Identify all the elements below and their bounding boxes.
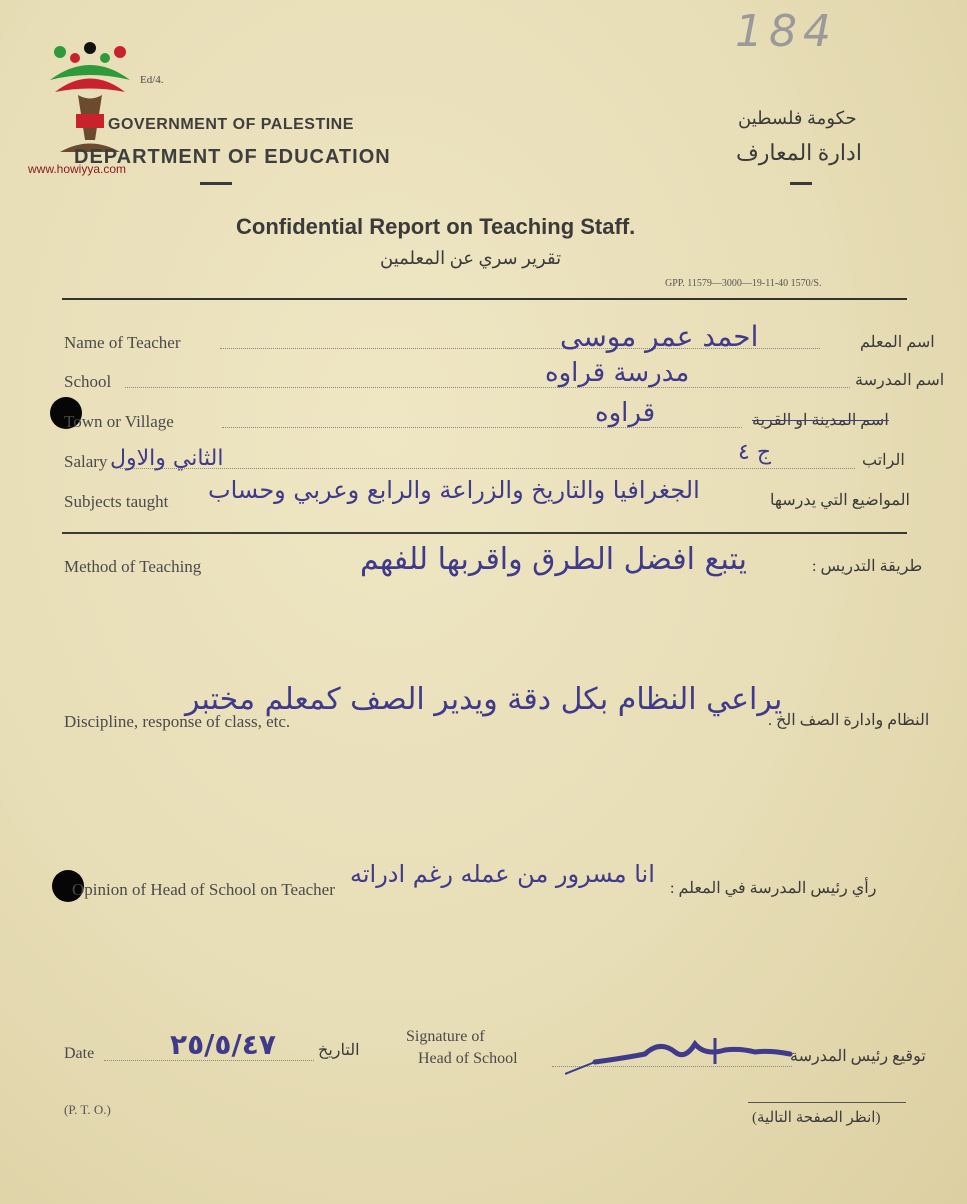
signature-label-en-1: Signature of	[406, 1028, 485, 1045]
title-divider	[62, 298, 907, 300]
page-number: 184	[735, 6, 837, 57]
subjects-label-ar: المواضيع التي يدرسها	[770, 492, 910, 509]
salary-label-en: Salary	[64, 452, 108, 471]
school-dots	[125, 387, 850, 388]
opinion-label-ar: رأي رئيس المدرسة في المعلم :	[670, 880, 877, 897]
discipline-label-ar: النظام وادارة الصف الخ .	[768, 712, 930, 729]
howiyya-logo-icon	[40, 40, 140, 160]
pto-ar: (انظر الصفحة التالية)	[752, 1110, 881, 1126]
report-title-en: Confidential Report on Teaching Staff.	[236, 214, 636, 239]
date-label-ar: التاريخ	[318, 1042, 360, 1059]
subjects-value: الجغرافيا والتاريخ والزراعة والرابع وعربي وحساب	[208, 476, 700, 504]
name-label-ar: اسم المعلم	[860, 334, 935, 351]
town-value: قراوه	[595, 398, 656, 428]
method-label-ar: طريقة التدريس :	[812, 558, 923, 575]
method-label-en: Method of Teaching	[64, 557, 202, 576]
signature-label-ar: توقيع رئيس المدرسة	[790, 1048, 926, 1065]
school-label-en: School	[64, 372, 112, 391]
salary-dots	[120, 468, 855, 469]
salary-label-ar: الراتب	[862, 452, 905, 469]
header-rule-left	[200, 182, 232, 185]
date-value: ٢٥/٥/٤٧	[170, 1028, 276, 1061]
discipline-label-en: Discipline, response of class, etc.	[64, 712, 291, 731]
name-value: احمد عمر موسى	[560, 320, 759, 353]
school-label-ar: اسم المدرسة	[855, 372, 945, 389]
department-title-en: DEPARTMENT OF EDUCATION	[74, 146, 391, 168]
government-title-ar: حكومة فلسطين	[738, 108, 857, 128]
salary-value: ج ٤	[738, 440, 772, 465]
discipline-value: يراعي النظام بكل دقة ويدير الصف كمعلم مختبر	[185, 682, 783, 717]
signature-label-en-2: Head of School	[418, 1050, 518, 1067]
section-divider	[62, 532, 907, 534]
head-of-school-signature	[565, 1030, 805, 1080]
town-label-en: Town or Village	[64, 412, 174, 431]
form-code: Ed/4.	[140, 74, 164, 86]
town-dots	[222, 427, 742, 428]
pto-en: (P. T. O.)	[64, 1102, 111, 1117]
department-title-ar: ادارة المعارف	[736, 140, 862, 165]
school-value: مدرسة قراوه	[545, 358, 690, 388]
salary-note: الثاني والاول	[110, 446, 224, 471]
print-reference: GPP. 11579—3000—19-11-40 1570/S.	[665, 278, 822, 289]
opinion-label-en: Opinion of Head of School on Teacher	[72, 880, 335, 899]
town-label-ar: اسم المدينة او القرية	[752, 412, 889, 429]
opinion-value: انا مسرور من عمله رغم ادراته	[350, 860, 655, 888]
report-title-ar: تقرير سري عن المعلمين	[380, 248, 562, 268]
pto-rule	[748, 1102, 906, 1103]
name-label-en: Name of Teacher	[64, 333, 181, 352]
method-value: يتبع افضل الطرق واقربها للفهم	[360, 542, 747, 577]
subjects-label-en: Subjects taught	[64, 492, 169, 511]
header-rule-right	[790, 182, 812, 185]
date-label-en: Date	[64, 1045, 95, 1062]
government-title-en: GOVERNMENT OF PALESTINE	[108, 116, 354, 133]
watermark-url: www.howiyya.com	[28, 162, 127, 176]
